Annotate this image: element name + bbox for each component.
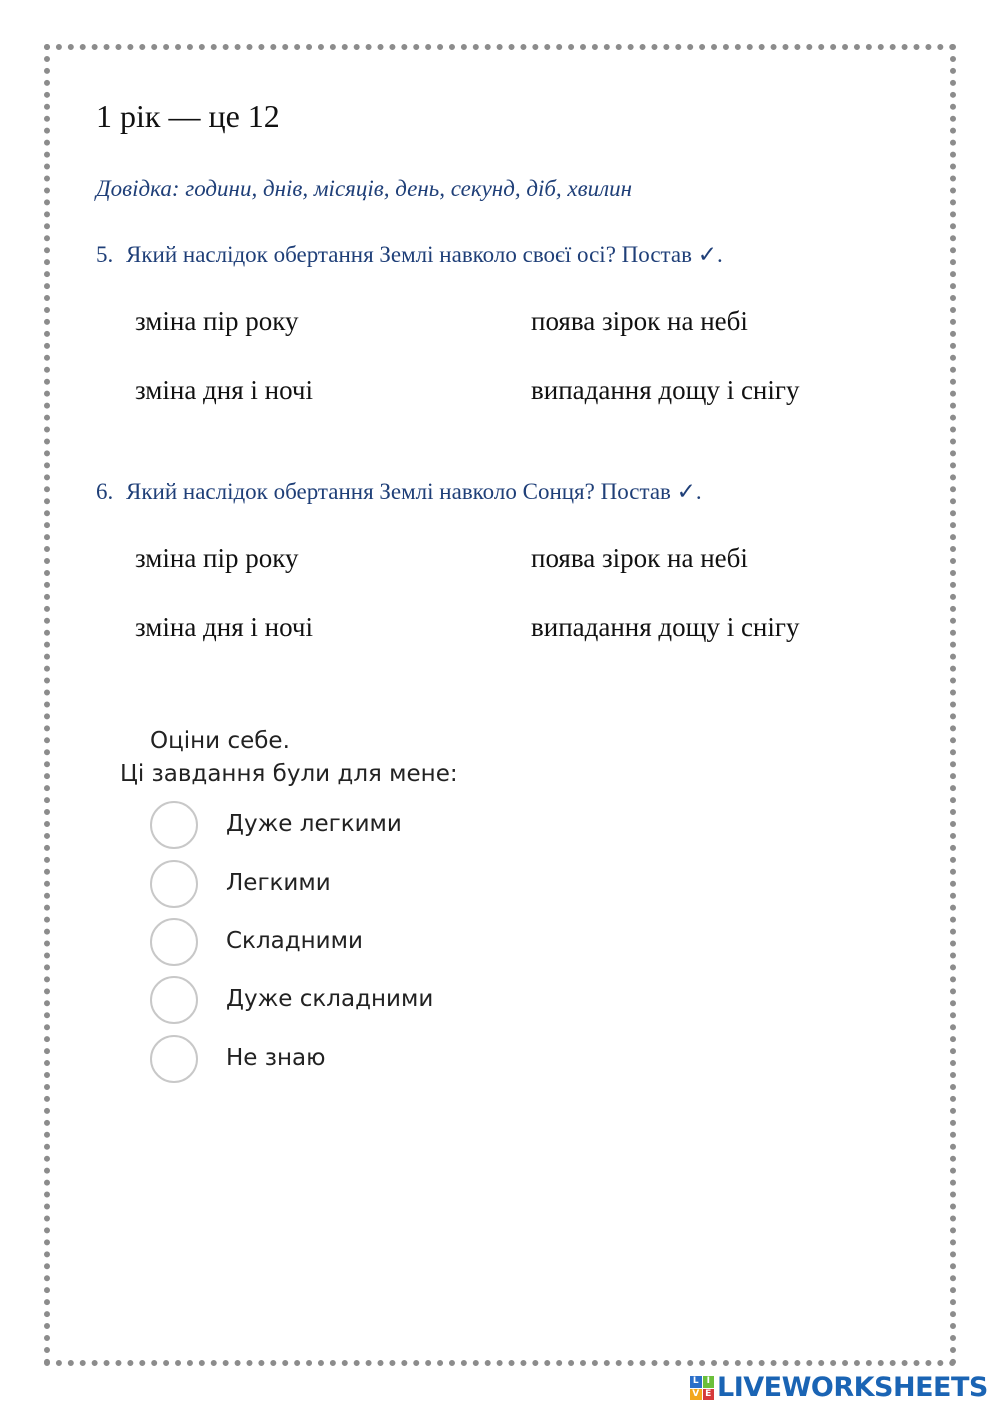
q6-option-day-night[interactable]: зміна дня і ночі xyxy=(135,612,313,642)
logo-wordmark: LIVEWORKSHEETS xyxy=(717,1372,988,1403)
radio-circle-icon[interactable] xyxy=(150,918,198,966)
question-6 xyxy=(96,477,702,507)
q5-option-day-night[interactable]: зміна дня і ночі xyxy=(135,375,313,405)
rating-very-easy[interactable] xyxy=(150,801,550,851)
rating-hard[interactable] xyxy=(150,918,550,968)
self-assessment-subtitle: Ці завдання були для мене: xyxy=(120,761,458,787)
rating-very-hard[interactable] xyxy=(150,976,550,1026)
rating-label: Дуже легкими xyxy=(226,811,402,837)
radio-circle-icon[interactable] xyxy=(150,1035,198,1083)
q5-option-seasons[interactable]: зміна пір року xyxy=(135,306,299,336)
question-text: Який наслідок обертання Землі навколо Сонця? Постав ✓. xyxy=(126,479,702,504)
radio-circle-icon[interactable] xyxy=(150,860,198,908)
liveworksheets-logo[interactable] xyxy=(690,1371,988,1405)
q5-option-precipitation[interactable]: випадання дощу і снігу xyxy=(531,375,800,405)
rating-dont-know[interactable] xyxy=(150,1035,550,1085)
q6-option-stars[interactable]: поява зірок на небі xyxy=(531,543,748,573)
top-line-text: 1 рік — це 12 xyxy=(96,98,280,134)
q6-option-seasons[interactable]: зміна пір року xyxy=(135,543,299,573)
q6-option-precipitation[interactable]: випадання дощу і снігу xyxy=(531,612,800,642)
rating-label: Не знаю xyxy=(226,1045,326,1071)
rating-easy[interactable] xyxy=(150,860,550,910)
radio-circle-icon[interactable] xyxy=(150,976,198,1024)
question-number: 6. xyxy=(96,479,114,504)
rating-label: Дуже складними xyxy=(226,986,434,1012)
radio-circle-icon[interactable] xyxy=(150,801,198,849)
self-assessment-title: Оціни себе. xyxy=(150,728,290,754)
hint-text: Довідка: години, днів, місяців, день, секунд, діб, хвилин xyxy=(96,176,633,201)
question-5 xyxy=(96,240,723,270)
live-logo-icon: L I V E xyxy=(690,1376,714,1400)
rating-label: Легкими xyxy=(226,870,331,896)
q5-option-stars[interactable]: поява зірок на небі xyxy=(531,306,748,336)
question-text: Який наслідок обертання Землі навколо своєї осі? Постав ✓. xyxy=(126,242,723,267)
rating-label: Складними xyxy=(226,928,363,954)
question-number: 5. xyxy=(96,242,114,267)
